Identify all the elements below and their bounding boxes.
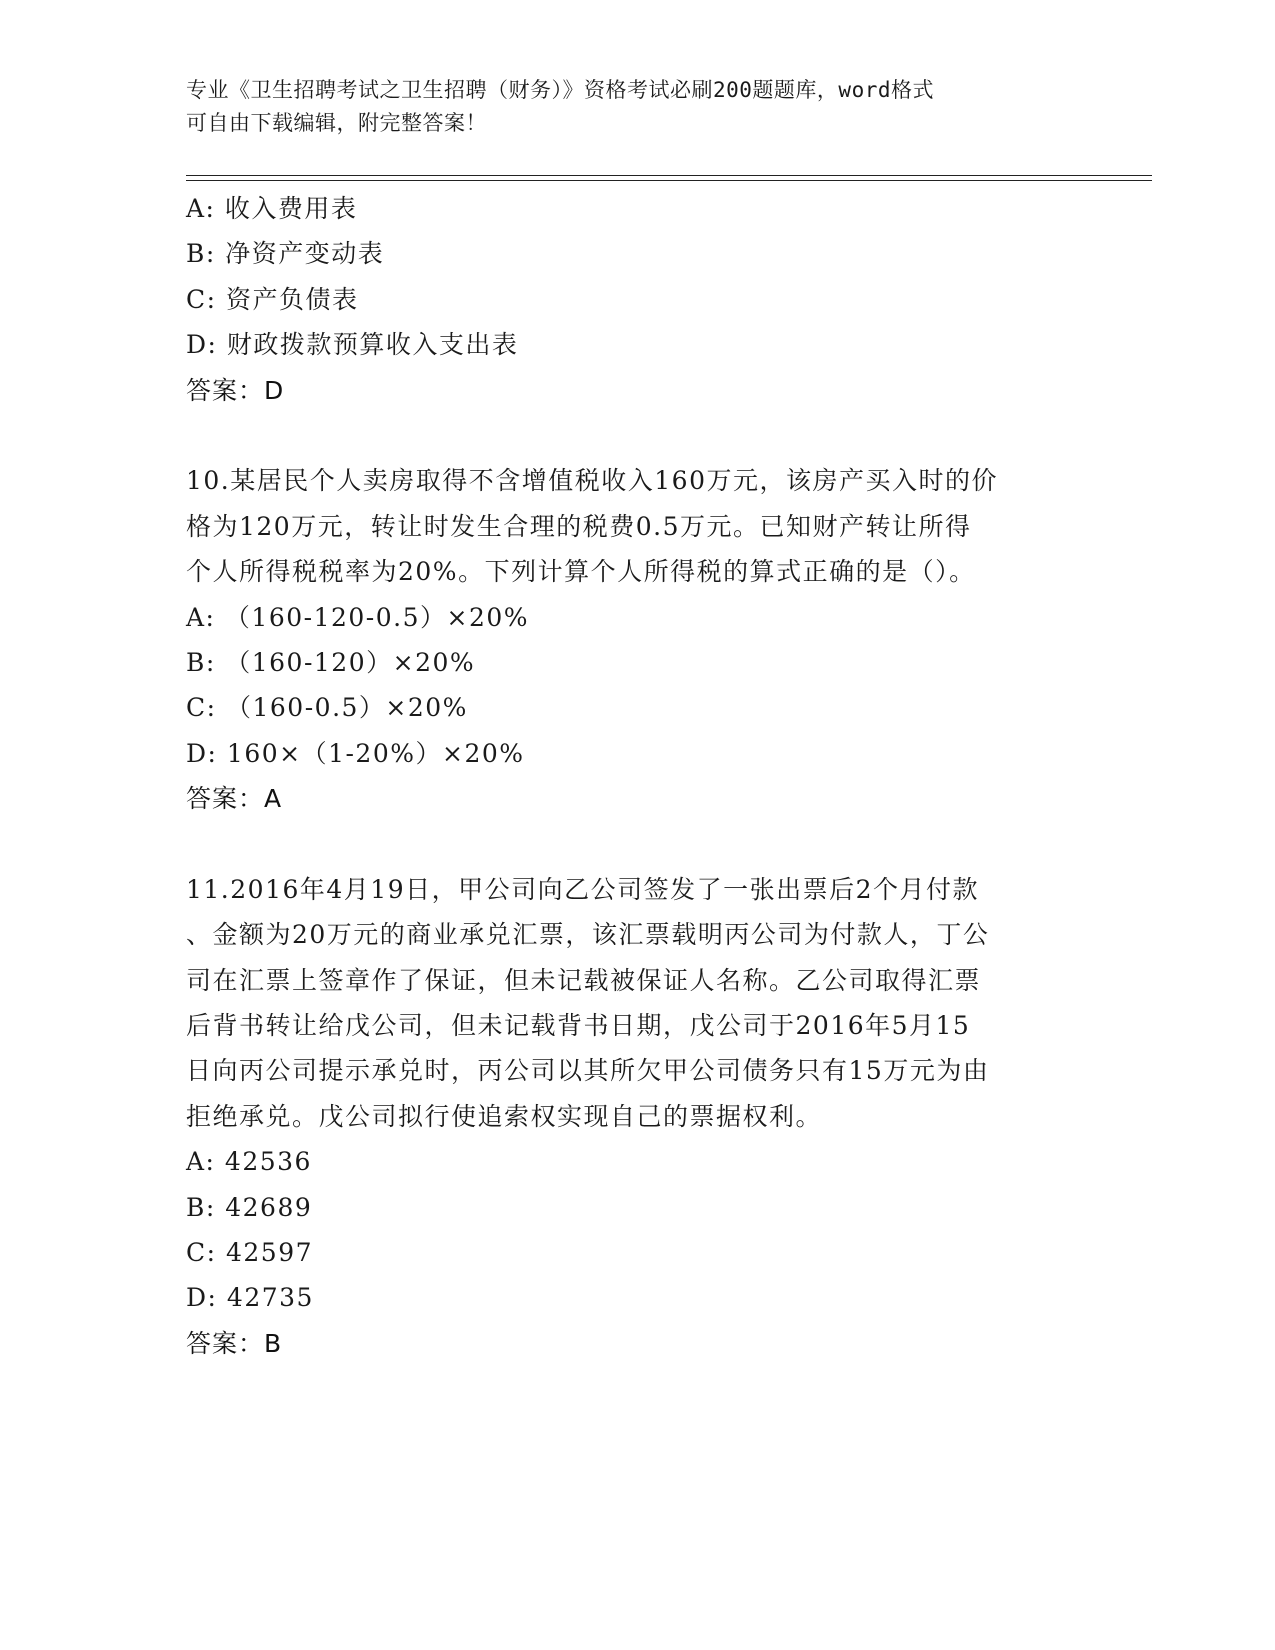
header-line-2: 可自由下载编辑，附完整答案！ <box>186 111 487 135</box>
option-c: C: 42597 <box>186 1237 314 1267</box>
option-c: C: （160-0.5）×20% <box>186 693 468 723</box>
document-header <box>186 74 1066 140</box>
question-stem-line: 拒绝承兑。戊公司拟行使追索权实现自己的票据权利。 <box>186 1101 823 1131</box>
option-a: A: （160-120-0.5）×20% <box>186 602 530 632</box>
header-rule-bottom <box>186 180 1152 181</box>
option-d: D: 42735 <box>186 1283 314 1313</box>
question-10 <box>186 458 1086 821</box>
spacer <box>186 821 1086 866</box>
document-body <box>186 186 1086 1366</box>
answer-line: 答案：B <box>186 1328 283 1358</box>
option-d: D: 财政拨款预算收入支出表 <box>186 330 519 360</box>
option-a: A: 收入费用表 <box>186 194 358 223</box>
question-stem-line: 格为120万元，转让时发生合理的税费0.5万元。已知财产转让所得 <box>186 511 972 541</box>
spacer <box>186 413 1086 458</box>
question-stem-line: 个人所得税税率为20%。下列计算个人所得税的算式正确的是（）。 <box>186 557 976 587</box>
question-stem-line: 日向丙公司提示承兑时，丙公司以其所欠甲公司债务只有15万元为由 <box>186 1056 990 1086</box>
header-rule-top <box>186 175 1152 176</box>
answer-line: 答案：D <box>186 375 285 405</box>
question-stem-line: 、金额为20万元的商业承兑汇票，该汇票载明丙公司为付款人，丁公 <box>186 920 990 950</box>
header-line-1: 专业《卫生招聘考试之卫生招聘（财务）》资格考试必刷200题题库，word格式 <box>186 78 934 102</box>
option-b: B: 净资产变动表 <box>186 239 385 269</box>
question-stem-line: 10.某居民个人卖房取得不含增值税收入160万元，该房产买入时的价 <box>186 466 998 496</box>
option-c: C: 资产负债表 <box>186 284 359 314</box>
question-stem-line: 11.2016年4月19日，甲公司向乙公司签发了一张出票后2个月付款 <box>186 874 980 904</box>
option-b: B: 42689 <box>186 1192 313 1222</box>
option-d: D: 160×（1-20%）×20% <box>186 738 525 768</box>
answer-line: 答案：A <box>186 784 283 814</box>
option-b: B: （160-120）×20% <box>186 647 476 677</box>
question-stem-line: 后背书转让给戊公司，但未记载背书日期，戊公司于2016年5月15 <box>186 1011 971 1041</box>
question-9 <box>186 186 1086 413</box>
question-stem-line: 司在汇票上签章作了保证，但未记载被保证人名称。乙公司取得汇票 <box>186 965 982 995</box>
option-a: A: 42536 <box>186 1147 312 1177</box>
question-11 <box>186 867 1086 1366</box>
